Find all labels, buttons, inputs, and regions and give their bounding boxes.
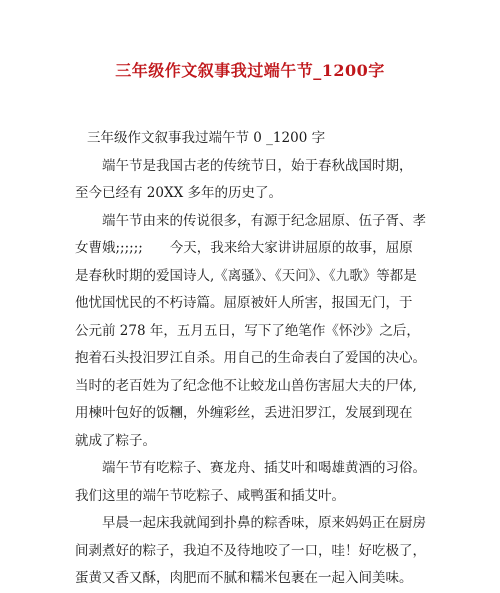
paragraph-line: 女曹娥;;;;;; 今天，我来给大家讲讲屈原的故事，屈原 — [75, 240, 413, 256]
paragraph-line: 就成了粽子。 — [75, 432, 156, 449]
document-body — [75, 125, 435, 593]
paragraph-line: 我们这里的端午节吃粽子、咸鸭蛋和插艾叶。 — [75, 487, 345, 504]
paragraph-line: 至今已经有 20XX 多年的历史了。 — [75, 185, 282, 201]
paragraph-line: 端午节由来的传说很多，有源于纪念屈原、伍子胥、孝 — [102, 212, 426, 229]
paragraph-4 — [75, 510, 435, 593]
paragraph-line: 抱着石头投汨罗江自杀。用自己的生命表白了爱国的决心。 — [75, 350, 426, 366]
paragraph-line: 他忧国忧民的不朽诗篇。屈原被奸人所害，报国无门，于 — [75, 295, 413, 311]
paragraph-line: 公元前 278 年，五月五日，写下了绝笔作《怀沙》之后， — [75, 322, 420, 339]
paragraph-line: 端午节有吃粽子、赛龙舟、插艾叶和喝雄黄酒的习俗。 — [102, 460, 426, 476]
paragraph-line: 当时的老百姓为了纪念他不让蛟龙山兽伤害屈大夫的尸体, — [75, 377, 417, 394]
paragraph-line: 蛋黄又香又酥，肉肥而不腻和糯米包裹在一起入间美味。 — [75, 570, 413, 586]
paragraph-3 — [75, 455, 435, 510]
paragraph-line: 早晨一起床我就闻到扑鼻的粽香味，原来妈妈正在厨房 — [102, 515, 426, 531]
paragraph-line: 间剥煮好的粽子，我迫不及待地咬了一口，哇！好吃极了， — [75, 542, 426, 559]
document-title: 三年级作文叙事我过端午节_1200字 — [115, 61, 385, 80]
paragraph-line: 端午节是我国古老的传统节日，始于春秋战国时期， — [102, 157, 413, 174]
paragraph-line: 用楝叶包好的饭糰，外缠彩丝，丢进汨罗江，发展到现在 — [75, 405, 413, 421]
paragraph-2 — [75, 208, 435, 456]
document-subtitle: 三年级作文叙事我过端午节 0 _1200 字 — [87, 130, 326, 146]
paragraph-1 — [75, 153, 435, 208]
paragraph-line: 是春秋时期的爱国诗人,《离骚》、《天问》、《九歌》等都是 — [75, 267, 417, 284]
